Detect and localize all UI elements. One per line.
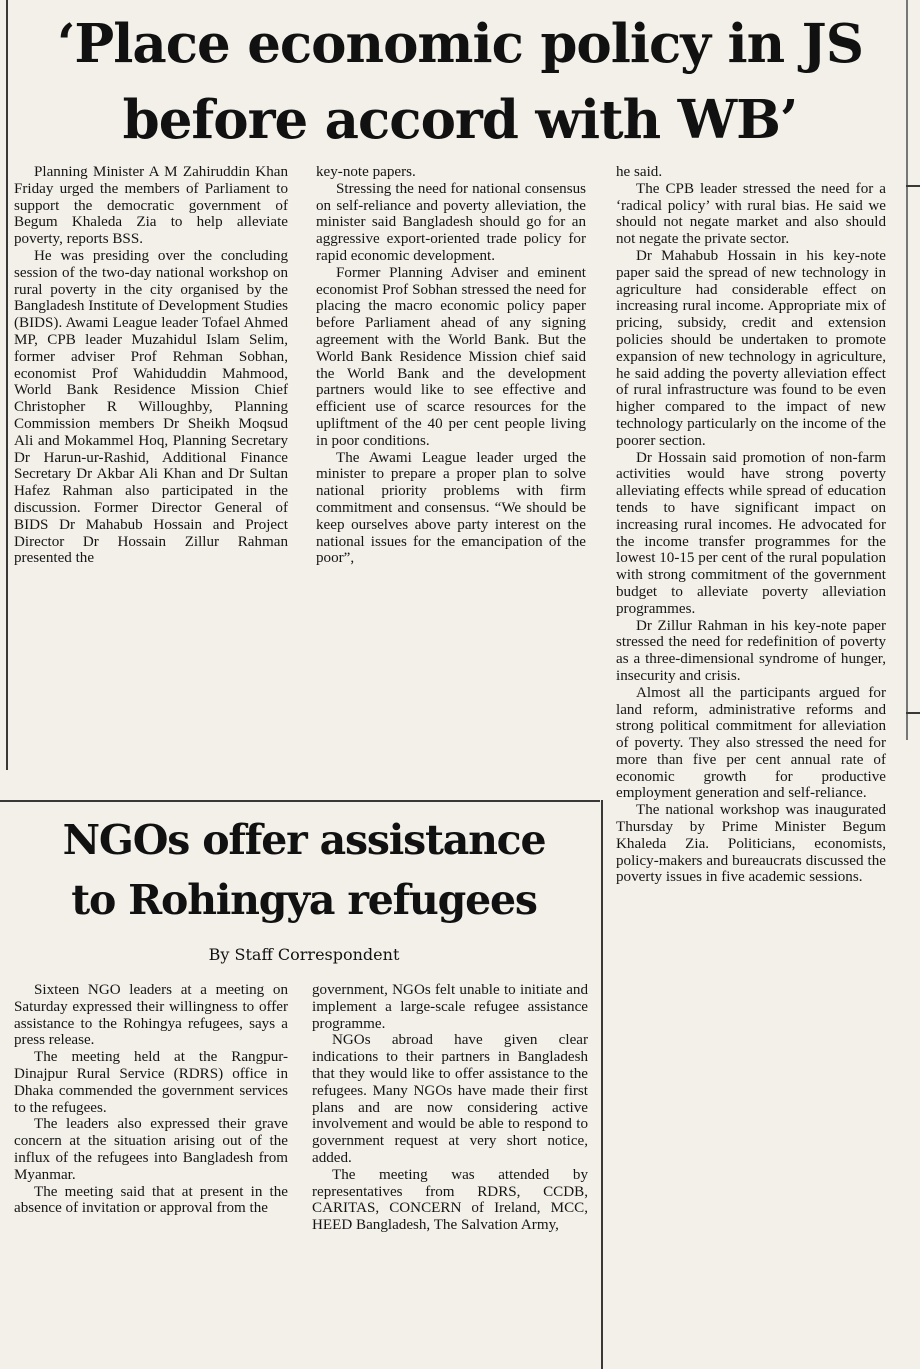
paragraph: The meeting said that at present in the absence of invitation or approval from the	[14, 1183, 288, 1217]
article1-headline-line2: before accord with WB’	[122, 89, 798, 151]
article1-column-2	[316, 164, 586, 796]
paragraph: Dr Hossain said promotion of non-farm activities would have strong poverty alleviating effects while spread of education tends to have significant impact on increasing rural incomes. He advocated for the income transfer programmes for the lowest 10-15 per cent of the rural population with strong commitment of the government budget to alleviate poverty alleviation programmes.	[616, 449, 886, 617]
byline: By Staff Correspondent	[208, 945, 400, 964]
paragraph: Stressing the need for national consensus on self-reliance and poverty alleviation, the minister said Bangladesh should go for an aggressive export-oriented trade policy for rapid economic development.	[316, 180, 586, 264]
paragraph: he said.	[616, 164, 663, 180]
paragraph: Dr Zillur Rahman in his key-note paper stressed the need for redefinition of poverty as a three-dimensional syndrome of hunger, insecurity and crisis.	[616, 617, 886, 684]
paragraph: The meeting held at the Rangpur-Dinajpur Rural Service (RDRS) office in Dhaka commended the government services to the refugees.	[14, 1049, 288, 1116]
article2-column-2	[312, 982, 588, 1366]
paragraph: Planning Minister A M Zahiruddin Khan Friday urged the members of Parliament to support the democratic government of Begum Khaleda Zia to help alleviate poverty, reports BSS.	[14, 164, 288, 248]
article1-column-1	[14, 164, 288, 796]
article1-headline-line1: ‘Place economic policy in JS	[56, 13, 864, 75]
article2-headline-line2: to Rohingya refugees	[71, 876, 537, 924]
column-rule-right	[906, 0, 908, 740]
paragraph: Almost all the participants argued for land reform, administrative reforms and strong political commitment for alleviation of poverty. They also stressed the need for more than five per cent annual rate of economic growth for productive employment generation and self-reliance.	[616, 684, 886, 802]
paragraph: Dr Mahabub Hossain in his key-note paper said the spread of new technology in agriculture had considerable effect on increasing rural income. Appropriate mix of pricing, subsidy, credit and extension policies should be undertaken to promote expansion of new technology in agriculture, he said adding the poverty alleviation effect of rural infrastructure was found to be even higher compared to the impact of new technology particularly on the income of the poorer section.	[616, 247, 886, 449]
column-divider	[601, 800, 603, 1369]
paragraph: key-note papers.	[316, 164, 416, 180]
edge-tick-mark	[906, 712, 920, 714]
paragraph: government, NGOs felt unable to initiate and implement a large-scale refugee assistance programme.	[312, 982, 588, 1032]
paragraph: The leaders also expressed their grave concern at the situation arising out of the influx of the refugees into Bangladesh from Myanmar.	[14, 1116, 288, 1183]
paragraph: The Awami League leader urged the minister to prepare a proper plan to solve national priority problems with firm commitment and consensus. “We should be keep ourselves above party interest on the national issues for the emancipation of the poor”,	[316, 449, 586, 567]
paragraph: NGOs abroad have given clear indications to their partners in Bangladesh that they would like to offer assistance to the refugees. Many NGOs have made their first plans and are now considering active involvement and would be able to respond to government request at very short notice, added.	[312, 1032, 588, 1166]
paragraph: The meeting was attended by representatives from RDRS, CCDB, CARITAS, CONCERN of Ireland, MCC, HEED Bangladesh, The Salvation Army,	[312, 1166, 588, 1234]
article-divider	[0, 800, 600, 802]
article2-column-1	[14, 982, 288, 1366]
paragraph: The national workshop was inaugurated Thursday by Prime Minister Begum Khaleda Zia. Politicians, economists, policy-makers and bureaucrats discussed the poverty issues in five academic sessions.	[616, 802, 886, 886]
article1-column-3	[616, 164, 886, 1344]
article2-headline-line1: NGOs offer assistance	[62, 816, 546, 864]
paragraph: Former Planning Adviser and eminent economist Prof Sobhan stressed the need for placing the macro economic policy paper before Parliament ahead of any signing agreement with the World Bank. But the World Bank Residence Mission chief said the World Bank and the development partners would like to see effective and efficient use of scarce resources for the upliftment of the 40 per cent people living in poor conditions.	[316, 264, 586, 449]
paragraph: He was presiding over the concluding session of the two-day national workshop on rural poverty in the city organised by the Bangladesh Institute of Development Studies (BIDS). Awami League leader Tofael Ahmed MP, CPB leader Muzahidul Islam Selim, former adviser Prof Rehman Sobhan, economist Prof Wahiduddin Mahmood, World Bank Residence Mission Chief Christopher R Willoughby, Planning Commission members Dr Sheikh Moqsud Ali and Mokammel Hoq, Planning Secretary Dr Harun-ur-Rashid, Additional Finance Secretary Dr Akbar Ali Khan and Dr Sultan Hafez Rahman also participated in the discussion. Former Director General of BIDS Dr Mahabub Hossain and Project Director Dr Hossain Zillur Rahman presented the	[14, 247, 288, 567]
edge-tick-mark	[906, 185, 920, 187]
paragraph: Sixteen NGO leaders at a meeting on Saturday expressed their willingness to offer assistance to the Rohingya refugees, says a press release.	[14, 982, 288, 1049]
column-rule-left	[6, 0, 8, 770]
paragraph: The CPB leader stressed the need for a ‘radical policy’ with rural bias. He said we should not negate market and also should not negate the private sector.	[616, 180, 886, 248]
